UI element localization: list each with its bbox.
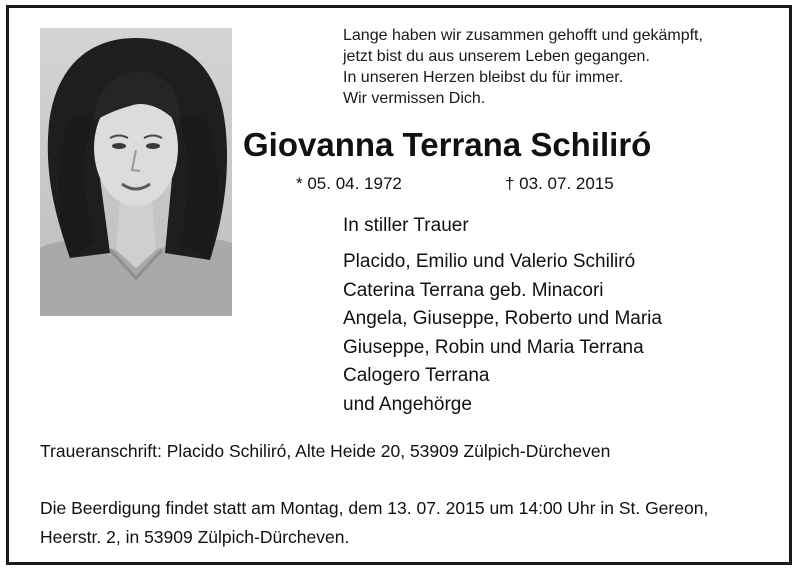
poem-verse [343,25,703,109]
poem-line: Lange haben wir zusammen gehofft und gekämpft, [343,27,703,44]
portrait-illustration [40,28,232,316]
funeral-line: Die Beerdigung findet statt am Montag, dem 13. 07. 2015 um 14:00 Uhr in St. Gereon, [40,498,709,518]
poem-line: jetzt bist du aus unserem Leben gegangen. [343,48,650,65]
deceased-name: Giovanna Terrana Schiliró [243,126,652,163]
mourning-phrase: In stiller Trauer [343,215,469,236]
portrait-photo [40,28,232,316]
mourners-list [343,248,662,419]
poem-line: Wir vermissen Dich. [343,90,486,107]
mourner-line: Giuseppe, Robin und Maria Terrana [343,336,644,358]
mourner-line: Placido, Emilio und Valerio Schiliró [343,251,636,272]
birth-date: * 05. 04. 1972 [296,174,402,193]
mourner-line: Caterina Terrana geb. Minacori [343,279,604,301]
mourner-line: Calogero Terrana [343,365,490,386]
poem-line: In unseren Herzen bleibst du für immer. [343,69,624,86]
funeral-line: Heerstr. 2, in 53909 Zülpich-Dürcheven. [40,527,350,547]
funeral-info [40,494,708,552]
death-date: † 03. 07. 2015 [505,174,614,193]
mourner-line: Angela, Giuseppe, Roberto und Maria [343,308,662,329]
mourning-address: Traueranschrift: Placido Schiliró, Alte Heide 20, 53909 Zülpich-Dürcheven [40,441,611,461]
mourner-line: und Angehörge [343,393,472,415]
